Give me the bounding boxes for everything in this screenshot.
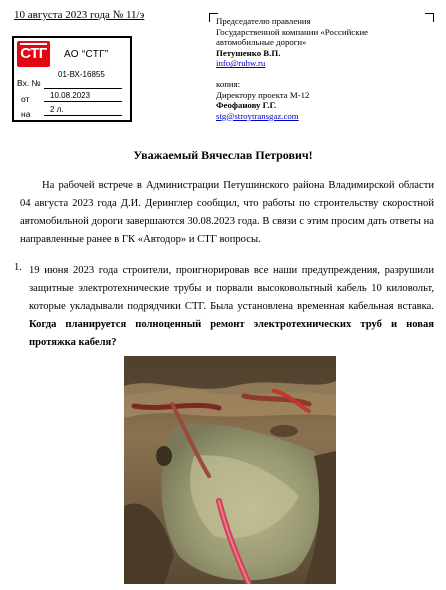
logo-text: СТГ (20, 45, 47, 62)
list-item (29, 262, 434, 352)
stamp-from-label: от (21, 94, 30, 104)
greeting: Уважаемый Вячеслав Петрович! (133, 148, 313, 162)
stamp-line-in (44, 88, 122, 89)
stamp-line-on (44, 115, 122, 116)
addressee-name: Петушенко В.П. (216, 47, 281, 58)
addressee-block (216, 16, 436, 121)
item-number: 1. (14, 262, 22, 273)
intro-paragraph: На рабочей встрече в Администрации Петушинского района Владимирской области 04 августа 2023 года Д.И. Деринглер сообщил, что работы по строительству скоростной автомобильной дороги завершаются 30.08.2023 года. В связи с этим просим дать ответы на направленные ранее в ГК «Автодор» и СТГ вопросы. (20, 180, 434, 245)
stamp-pages: 2 л. (50, 105, 64, 114)
copy-label: копия: (216, 78, 241, 89)
copy-recipient: Директору проекта М-12 (216, 89, 310, 100)
addressee-email-link[interactable]: info@ruhw.ru (216, 58, 266, 69)
copy-email-link[interactable]: stg@stroytransgaz.com (216, 110, 299, 121)
stamp-in-label: Вх. № (17, 78, 41, 88)
letter-date-number: 10 августа 2023 года № 11/э (14, 9, 145, 21)
damaged-cable-photo (124, 356, 336, 584)
item-text: 19 июня 2023 года строители, проигнорировав все наши предупреждения, разрушили защитные электротехнические трубы и порвали высоковольтный кабель 10 киловольт, которые укладывали подрядчики СТГ. Была установлена временная кабельная вставка. (29, 265, 434, 312)
stamp-from-date: 10.08.2023 (50, 91, 91, 100)
stamp-company: АО “СТГ” (64, 49, 109, 60)
stamp-on-label: на (21, 109, 31, 119)
stamp-in-number: 01-ВХ-16855 (58, 70, 105, 79)
addressee-line3: автомобильные дороги» (216, 37, 307, 48)
addressee-line2: Государственной компании «Российские (216, 26, 369, 37)
addressee-line1: Председателю правления (216, 16, 311, 26)
stg-logo (17, 41, 50, 67)
item-question: Когда планируется полноценный ремонт электротехнических труб и новая протяжка кабеля? (29, 319, 434, 348)
stamp-line-from (44, 101, 122, 102)
copy-name: Феофанову Г.Г. (216, 100, 277, 111)
